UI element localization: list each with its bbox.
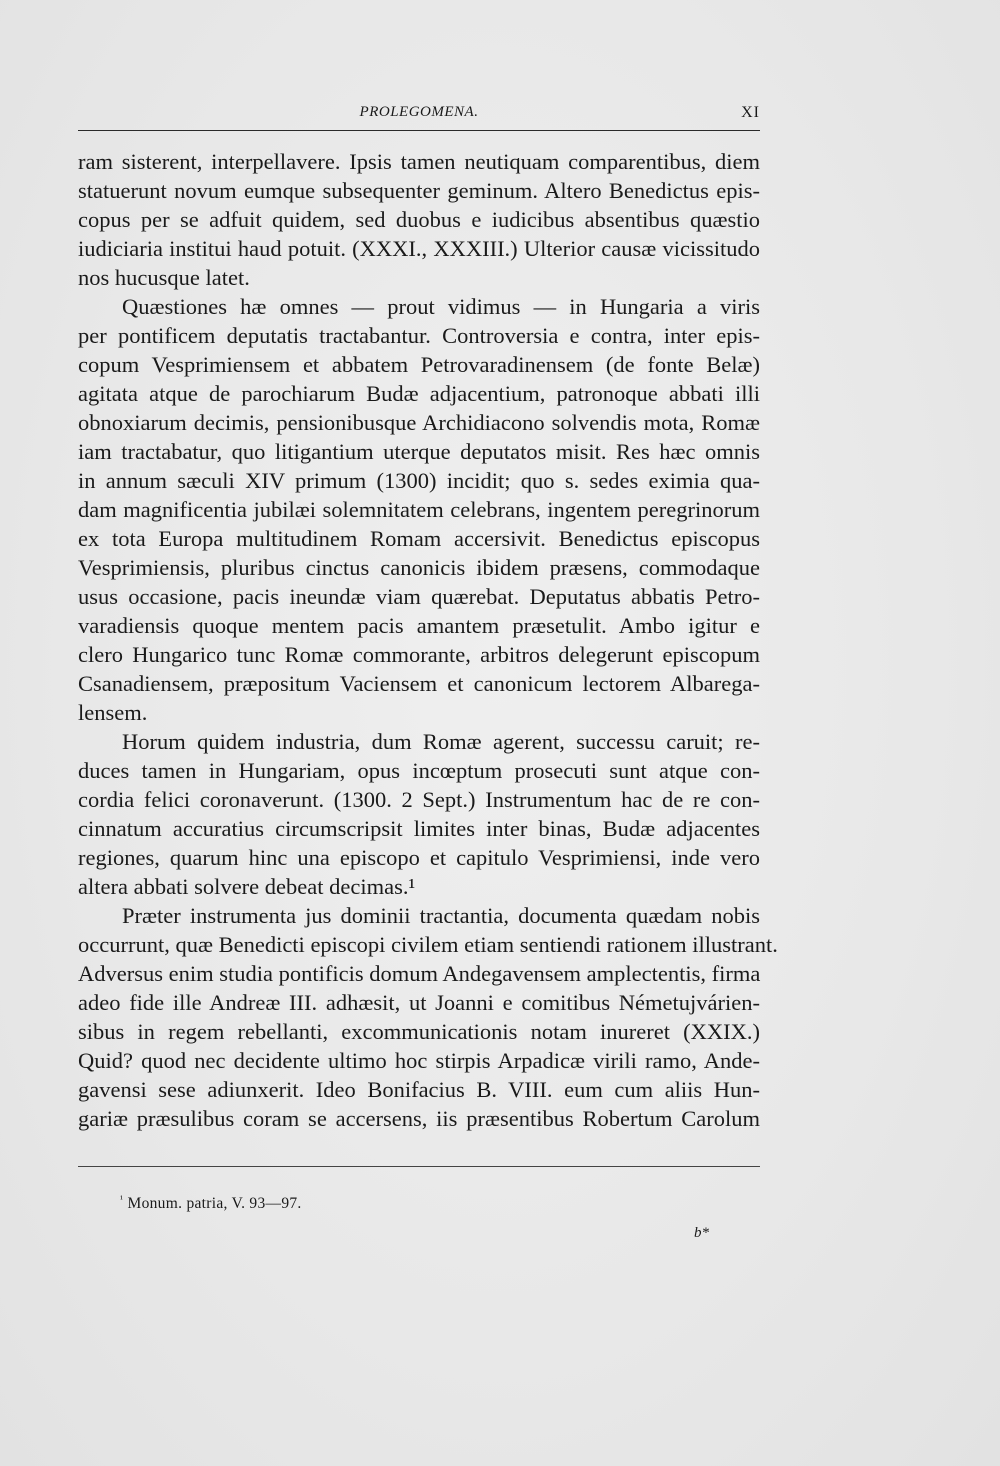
text-line: iam tractabatur, quo litigantium uterque deputatos misit. Res hæc omnis (78, 439, 760, 464)
text-line: altera abbati solvere debeat decimas.¹ (78, 874, 416, 899)
text-line: cinnatum accuratius circumscripsit limites inter binas, Budæ adjacentes (78, 816, 760, 841)
text-line: varadiensis quoque mentem pacis amantem præsetulit. Ambo igitur e (78, 613, 760, 638)
text-line: ram sisterent, interpellavere. Ipsis tamen neutiquam comparentibus, diem (78, 149, 760, 174)
footnote-text: Monum. patria, V. 93—97. (127, 1195, 302, 1212)
header-rule (78, 130, 760, 131)
text-line: regiones, quarum hinc una episcopo et capitulo Vesprimiensi, inde vero (78, 845, 760, 870)
text-line: gavensi sese adiunxerit. Ideo Bonifacius B. VIII. eum cum aliis Hun- (78, 1077, 760, 1102)
text-line: per pontificem deputatis tractabantur. Controversia e contra, inter epis- (78, 323, 760, 348)
text-line: cordia felici coronaverunt. (1300. 2 Sept.) Instrumentum hac de re con- (78, 787, 760, 812)
text-line: sibus in regem rebellanti, excommunicationis notam inureret (XXIX.) (78, 1019, 760, 1044)
text-line: occurrunt, quæ Benedicti episcopi civilem etiam sentiendi rationem illustrant. (78, 932, 778, 957)
text-line: Quæstiones hæ omnes — prout vidimus — in Hungaria a viris (122, 294, 760, 319)
text-line: lensem. (78, 700, 148, 725)
text-line: Adversus enim studia pontificis domum Andegavensem amplectentis, firma (78, 961, 761, 986)
text-line: in annum sæculi XIV primum (1300) incidit; quo s. sedes eximia qua- (78, 468, 760, 493)
text-line: dam magnificentia jubilæi solemnitatem celebrans, ingentem peregrinorum (78, 497, 760, 522)
text-line: copus per se adfuit quidem, sed duobus e iudicibus absentibus quæstio (78, 207, 760, 232)
running-head: PROLEGOMENA. (359, 104, 479, 120)
page-header (78, 102, 760, 130)
text-line: Csanadiensem, præpositum Vaciensem et canonicum lectorem Albarega- (78, 671, 760, 696)
text-line: obnoxiarum decimis, pensionibusque Archidiacono solvendis mota, Romæ (78, 410, 760, 435)
signature-mark: b* (694, 1225, 709, 1241)
page-number: XI (741, 104, 760, 121)
body-text (78, 147, 778, 1133)
footnote-rule (78, 1166, 760, 1167)
text-line: ex tota Europa multitudinem Romam accersivit. Benedictus episcopus (78, 526, 760, 551)
text-line: Vesprimiensis, pluribus cinctus canonicis ibidem præsens, commodaque (78, 555, 760, 580)
text-line: Horum quidem industria, dum Romæ agerent, successu caruit; re- (122, 729, 760, 754)
text-line: Præter instrumenta jus dominii tractantia, documenta quædam nobis (122, 903, 760, 928)
footnote-marker: ¹ (120, 1194, 124, 1205)
text-line: copum Vesprimiensem et abbatem Petrovaradinensem (de fonte Belæ) (78, 352, 760, 377)
text-line: duces tamen in Hungariam, opus incœptum prosecuti sunt atque con- (78, 758, 760, 783)
text-line: Quid? quod nec decidente ultimo hoc stirpis Arpadicæ virili ramo, Ande- (78, 1048, 760, 1073)
footnote (120, 1194, 302, 1213)
text-line: gariæ præsulibus coram se accersens, iis præsentibus Robertum Carolum (78, 1106, 760, 1131)
text-line: nos hucusque latet. (78, 265, 250, 290)
text-line: statuerunt novum eumque subsequenter geminum. Altero Benedictus epis- (78, 178, 760, 203)
text-line: adeo fide ille Andreæ III. adhæsit, ut Joanni e comitibus Németujvárien- (78, 990, 760, 1015)
text-line: iudiciaria institui haud potuit. (XXXI., XXXIII.) Ulterior causæ vicissitudo (78, 236, 760, 261)
text-line: usus occasione, pacis ineundæ viam quærebat. Deputatus abbatis Petro- (78, 584, 760, 609)
text-line: clero Hungarico tunc Romæ commorante, arbitros delegerunt episcopum (78, 642, 760, 667)
text-line: agitata atque de parochiarum Budæ adjacentium, patronoque abbati illi (78, 381, 760, 406)
